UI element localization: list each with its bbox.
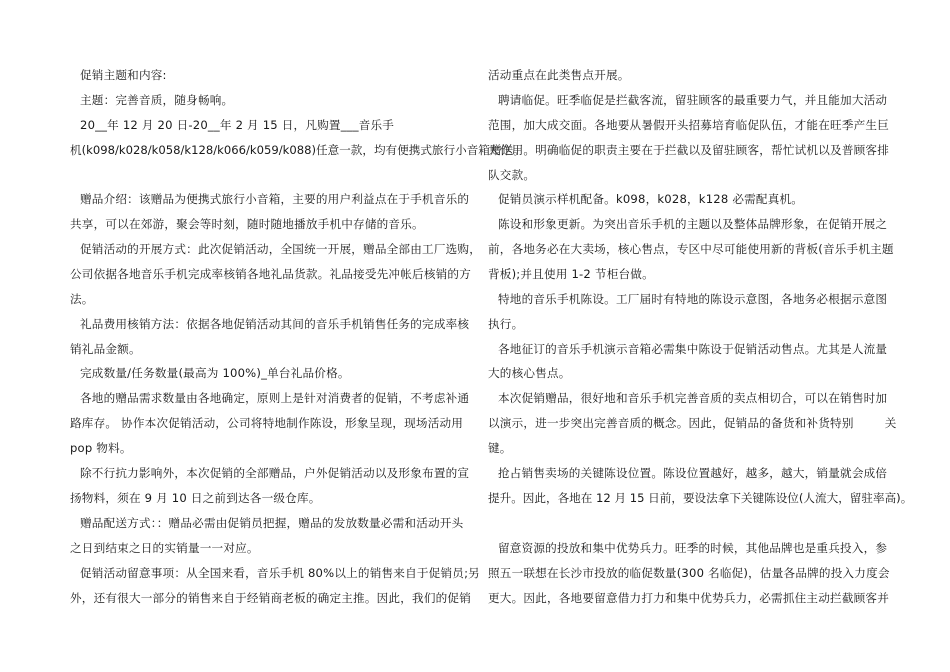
text-line: 完成数量/任务数量(最高为 100%)_单台礼品价格。	[80, 366, 350, 380]
text-line: 扬物料，须在 9 月 10 日之前到达各一级仓库。	[70, 491, 321, 505]
text-line: 键。	[488, 441, 512, 455]
text-line: 以演示，进一步突出完善音质的概念。因此，促销品的备货和补货特别 关	[488, 416, 897, 430]
text-line: 本次促销赠品，很好地和音乐手机完善音质的卖点相切合，可以在销售时加	[498, 391, 888, 405]
text-line: 主题：完善音质，随身畅响。	[80, 93, 234, 107]
text-line: 促销活动留意事项：从全国来看，音乐手机 80%以上的销售来自于促销员;另	[80, 566, 480, 580]
text-line: 聘请临促。旺季临促是拦截客流，留驻顾客的最重要力气，并且能加大活动	[498, 93, 888, 107]
text-line: 赠品配送方式：：赠品必需由促销员把握，赠品的发放数量必需和活动开头	[80, 516, 464, 530]
text-line: 更大。因此，各地要留意借力打力和集中优势兵力，必需抓住主动拦截顾客并	[488, 591, 889, 605]
text-line: 范围，加大成交面。各地要从暑假开头招募培育临促队伍，才能在旺季产生巨	[488, 118, 889, 132]
text-line: 路库存。 协作本次促销活动，公司将特地制作陈设，形象呈现，现场活动用	[70, 416, 464, 430]
text-line: 大作用。明确临促的职责主要在于拦截以及留驻顾客，帮忙试机以及普顾客排	[488, 143, 889, 157]
text-line: 机(k098/k028/k058/k128/k066/k059/k088)任意一款，均有便携式旅行小音箱赠送。	[70, 143, 525, 157]
text-line: 各地的赠品需求数量由各地确定，原则上是针对消费者的促销，不考虑补通	[80, 391, 470, 405]
text-line: 抢占销售卖场的关键陈设位置。陈设位置越好，越多，越大，销量就会成倍	[498, 466, 888, 480]
text-line: 留意资源的投放和集中优势兵力。旺季的时候，其他品牌也是重兵投入，参	[498, 541, 888, 555]
text-line: 之日到结束之日的实销量一一对应。	[70, 541, 259, 555]
text-line: pop 物料。	[70, 441, 132, 455]
text-line: 特地的音乐手机陈设。工厂届时有特地的陈设示意图，各地务必根据示意图	[498, 292, 888, 306]
text-line: 促销活动的开展方式：此次促销活动，全国统一开展，赠品全部由工厂选购，	[80, 242, 481, 256]
text-line: 前，各地务必在大卖场，核心售点，专区中尽可能使用新的背板(音乐手机主题	[488, 242, 894, 256]
text-line: 队交款。	[488, 168, 536, 182]
text-line: 提升。因此，各地在 12 月 15 日前，要设法拿下关键陈设位(人流大，留驻率高)。	[488, 491, 913, 505]
text-line: 照五一联想在长沙市投放的临促数量(300 名临促)，估量各品牌的投入力度会	[488, 566, 890, 580]
text-line: 20__年 12 月 20 日-20__年 2 月 15 日，凡购置___音乐手	[80, 118, 395, 132]
text-line: 销礼品金额。	[70, 342, 141, 356]
text-line: 各地征订的音乐手机演示音箱必需集中陈设于促销活动售点。尤其是人流量	[498, 342, 888, 356]
text-line: 除不行抗力影响外，本次促销的全部赠品，户外促销活动以及形象布置的宣	[80, 466, 470, 480]
text-line: 执行。	[488, 317, 524, 331]
text-line: 陈设和形象更新。为突出音乐手机的主题以及整体品牌形象，在促销开展之	[498, 217, 888, 231]
text-line: 背板);并且使用 1-2 节柜台做。	[488, 267, 654, 281]
text-line: 活动重点在此类售点开展。	[488, 68, 630, 82]
text-line: 公司依据各地音乐手机完成率核销各地礼品货款。礼品接受先冲帐后核销的方	[70, 267, 471, 281]
text-line: 促销员演示样机配备。k098，k028，k128 必需配真机。	[498, 192, 804, 206]
text-line: 外，还有很大一部分的销售来自于经销商老板的确定主推。因此，我们的促销	[70, 591, 471, 605]
text-line: 共享，可以在郊游，聚会等时刻，随时随地播放手机中存储的音乐。	[70, 217, 424, 231]
text-line: 赠品介绍：该赠品为便携式旅行小音箱，主要的用户利益点在于手机音乐的	[80, 192, 470, 206]
text-line: 大的核心售点。	[488, 366, 571, 380]
text-line: 礼品费用核销方法：依据各地促销活动其间的音乐手机销售任务的完成率核	[80, 317, 470, 331]
text-line: 法。	[70, 292, 94, 306]
text-line: 促销主题和内容:	[80, 68, 167, 82]
